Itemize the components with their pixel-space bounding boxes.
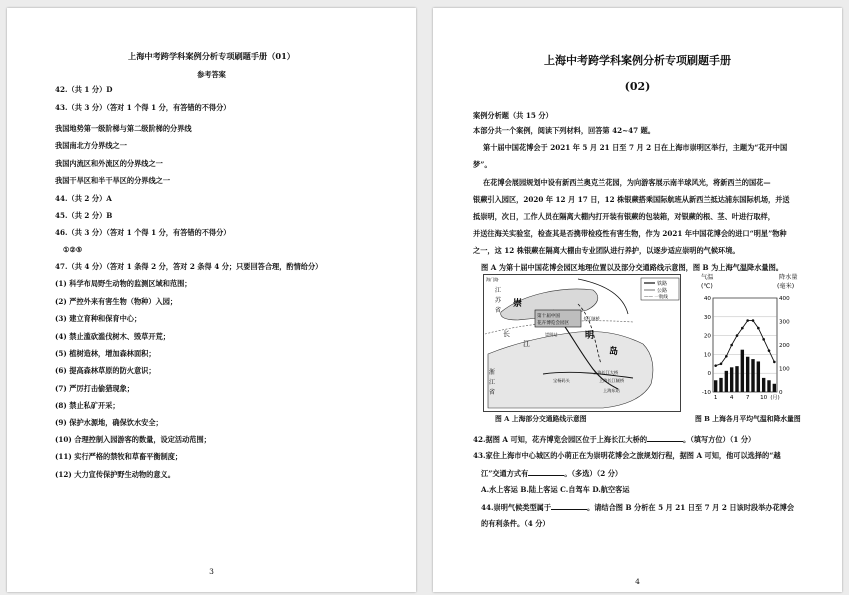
answer-line: (12) 大力宣传保护野生动物的意义。 [55,470,175,479]
answer-line: (11) 实行严格的禁牧和草畜平衡制度； [55,452,183,461]
temperature-point [736,334,739,337]
answer-line: 我国南北方分界线之一 [55,141,127,150]
answer-line: 我国干旱区和半干旱区的分界线之一 [55,176,171,185]
answer-line: 47.（共 4 分）（答对 1 条得 2 分，答对 2 条得 4 分；只要回答合理，酌情给分） [55,262,323,271]
map-label: 海门路 [486,277,499,282]
answer-title: 上海中考跨学科案例分析专项刷题手册（01） [128,51,295,61]
answer-line: (10) 合理控制入园游客的数量，设定活动范围； [55,435,211,444]
temperature-point [762,338,765,341]
map-label: 宝杨码头 [553,378,570,383]
precip-bar [725,371,728,392]
answer-blank[interactable] [528,468,564,476]
temperature-point [768,349,771,352]
answer-line: (1) 科学布局野生动物的监测区域和范围； [55,279,192,288]
precip-bar [757,361,760,392]
answer-line: (9) 保护水源地，确保饮水安全； [55,418,163,427]
map-label: 上海长江大桥 [593,370,619,375]
x-tick-label: 10 [760,395,768,401]
exercise-title: 上海中考跨学科案例分析专项刷题手册 [544,54,731,67]
left-tick-label: -10 [701,390,711,396]
answer-line: 我国内流区和外流区的分界线之一 [55,159,163,168]
map-label: 长 [503,330,510,338]
grid-layer [713,298,777,392]
answer-line: (2) 严控外来有害生物（物种）入园； [55,297,178,306]
question-44-line2: 的有利条件。（4 分） [481,519,550,528]
left-tick-label: 0 [707,371,711,378]
caption-b: 图 B 上海各月平均气温和降水量图 [695,415,801,423]
question-44-text: 44.崇明气候类型属于 [481,503,552,512]
x-tick-label: 4 [729,395,734,401]
right-tick-label: 400 [779,296,790,302]
paragraph-line: 抵崇明，次日，工作人员在隔离大棚内打开装有银蕨的包装箱，对银蕨的根、茎、叶进行取样， [473,212,775,221]
paragraph-line: 银蕨引入园区，2020 年 12 月 17 日，12 株银蕨搭乘国际航班从新西兰抵达浦东国际机场，并送 [473,195,790,204]
map-label: 上海东站 [603,388,620,393]
precip-bar [751,359,754,392]
line-layer [714,319,775,367]
right-tick-label: 0 [779,390,783,396]
answer-blank[interactable] [551,502,587,510]
question-43-options: A.水上客运 B.陆上客运 C.自驾车 D.航空客运 [481,485,630,494]
answer-subtitle: 参考答案 [197,70,226,79]
map-label: 江 [489,379,496,386]
question-42-text: 42.据图 A 可知，花卉博览会园区位于上海长江大桥的 [473,435,648,444]
question-42-tail: 。（填写方位）（1 分） [683,435,756,444]
figure-intro: 图 A 为第十届中国花博会园区地理位置以及部分交通路线示意图，图 B 为上海气温降水量图。 [481,263,783,272]
question-44-tail: 。请结合图 B 分析在 5 月 21 日至 7 月 2 日该时段举办花博会 [587,503,795,512]
map-label: 崇 [513,299,523,309]
intro-line: 本部分共一个案例，阅读下列材料，回答第 42~47 题。 [473,126,655,135]
precip-bar [746,357,749,392]
question-43-text: 江”交通方式有 [481,469,529,478]
answer-blank[interactable] [647,434,683,442]
page-4 [433,8,842,592]
page-number: 3 [209,567,214,576]
legend-label: —— 一航线 [644,295,668,300]
bar-layer [714,350,776,392]
map-label: 上海长江隧桥 [599,378,625,383]
temperature-point [720,363,723,366]
precip-bar [767,380,770,392]
answer-line: 42.（共 1 分）D [55,85,113,94]
legend-label: 铁路 [657,281,668,287]
precip-bar [719,378,722,392]
question-42 [473,434,755,444]
answer-line: ①②⑤ [63,245,83,254]
answer-line: (8) 禁止私矿开采； [55,401,120,410]
map-label: 苏 [495,297,502,304]
answer-line: (3) 建立育种和保育中心； [55,314,142,323]
answer-line: (6) 提高森林草原的防火意识； [55,366,156,375]
answer-line: (4) 禁止滥砍滥伐树木、毁草开荒； [55,332,170,341]
answer-line: 43.（共 3 分）（答对 1 个得 1 分，有答错的不得分） [55,103,231,112]
left-tick-label: 20 [703,333,711,340]
map-label: 第十届中国 [537,314,560,319]
precip-bar [741,350,744,392]
map-label: 崇明站 [545,332,558,337]
left-tick-label: 10 [703,352,711,359]
temperature-point [741,327,744,330]
temperature-point [752,319,755,322]
page-3 [7,8,416,592]
right-axis-title-2: (毫米) [777,283,795,290]
right-tick-label: 100 [779,366,790,373]
paragraph-line: 在花博会展园规划中设有新西兰奥克兰花园，为向游客展示南半球风光，将新西兰的国花— [483,178,771,187]
precip-bar [762,378,765,392]
question-44-line1 [481,502,794,512]
answer-line: (5) 植树造林，增加森林面积； [55,349,156,358]
right-tick-label: 300 [779,319,790,326]
temperature-point [746,319,749,322]
paragraph-line: 梦”。 [473,160,492,169]
left-tick-label: 30 [703,314,711,321]
precip-bar [773,384,776,392]
left-axis-title-1: 气温 [701,274,714,281]
map-label: 长江隧桥 [583,316,600,321]
temperature-point [714,364,717,367]
x-unit-label: (月) [770,395,780,401]
page-number: 4 [635,577,640,586]
left-tick-label: 40 [703,296,711,302]
map-label: 花卉博览会园区 [537,321,570,326]
map-label: 浙 [489,369,496,376]
map-label: 江 [523,340,530,348]
answer-line: 45.（共 2 分）B [55,211,113,220]
paragraph-line: 之一，这 12 株银蕨在隔离大棚由专业团队进行养护，以逐步适应崇明的气候环境。 [473,246,740,255]
answer-line: (7) 严厉打击偷猎现象； [55,384,134,393]
temperature-point [757,327,760,330]
temperature-point [725,355,728,358]
x-tick-label: 7 [745,395,750,401]
right-tick-label: 200 [779,343,790,349]
legend-label: 公路 [657,288,668,294]
map-figure-a [483,274,681,412]
question-43-line1: 43.家住上海市中心城区的小萌正在为崇明花博会之旅规划行程，据图 A 可知，他可以选择的“越 [473,451,781,460]
x-tick-label: 1 [713,395,718,401]
exercise-number: (02) [624,80,651,93]
question-43-tail: 。（多选）（2 分） [564,469,623,478]
map-label: 省 [495,307,502,314]
answer-line: 46.（共 3 分）（答对 1 个得 1 分，有答错的不得分） [55,228,231,237]
chart-frame [713,298,777,392]
map-label: 明 [585,331,595,341]
map-label: 省 [489,389,496,396]
paragraph-line: 第十届中国花博会于 2021 年 5 月 21 日至 7 月 2 日在上海市崇明区举行，主题为“花开中国 [483,143,788,152]
temperature-point [773,361,776,364]
caption-a: 图 A 上海部分交通路线示意图 [495,415,587,423]
section-heading: 案例分析题（共 15 分） [473,111,553,120]
paragraph-line: 并送往海关实验室，检查其是否携带检疫性有害生物，作为 2021 年中国花博会的进口“明星”物种 [473,229,787,238]
right-axis-title-1: 降水量 [779,274,798,281]
map-label: 江 [495,287,502,294]
question-43-line2 [481,468,622,478]
climate-chart [691,270,801,410]
left-axis-title-2: (℃) [701,283,713,290]
precip-bar [730,367,733,392]
temperature-point [730,344,733,347]
answer-line: 我国地势第一级阶梯与第二级阶梯的分界线 [55,124,192,133]
map-label: 岛 [609,347,619,357]
precip-bar [714,380,717,392]
temperature-line [716,321,775,366]
answer-line: 44.（共 2 分）A [55,194,112,203]
precip-bar [735,366,738,392]
